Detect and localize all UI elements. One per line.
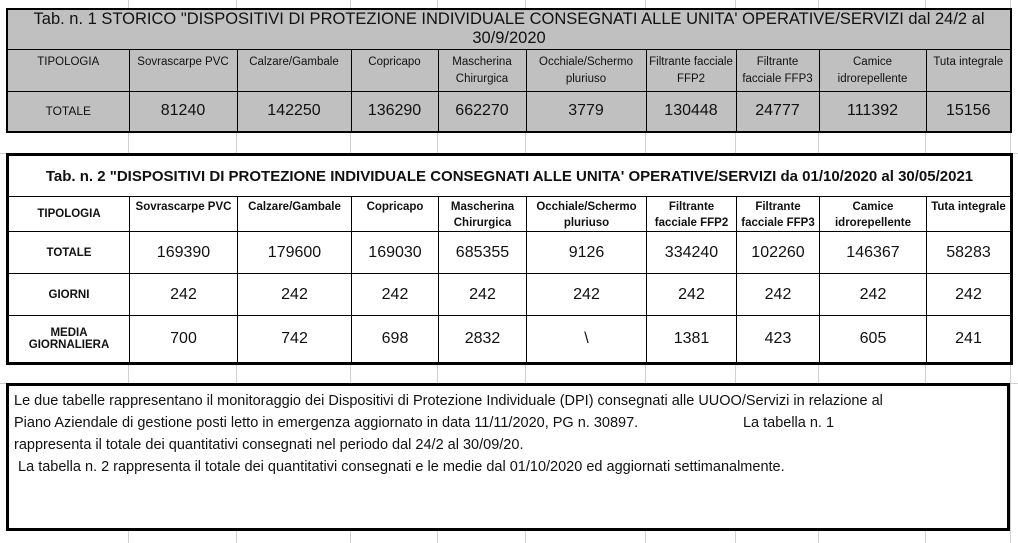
header-cell[interactable]: Calzare/Gambale (238, 197, 352, 232)
table-2-dpi (6, 153, 1013, 365)
table-row (8, 274, 1012, 316)
header-cell[interactable]: Occhiale/Schermo pluriuso (527, 197, 647, 232)
value-cell[interactable]: 102260 (737, 232, 820, 274)
table-row (7, 91, 1011, 132)
value-cell[interactable]: 146367 (820, 232, 927, 274)
table-row (8, 232, 1012, 274)
value-cell[interactable]: 242 (737, 274, 820, 316)
value-cell[interactable]: 2832 (439, 316, 527, 364)
note-line: Piano Aziendale di gestione posti letto in emergenza aggiornato in data 11/11/2020, PG n. 30897. La tabella n. 1 (14, 415, 835, 431)
header-cell[interactable]: Mascherina Chirurgica (438, 49, 526, 91)
header-cell[interactable]: Filtrante facciale FFP3 (737, 197, 820, 232)
note-line: Le due tabelle rappresentano il monitoraggio dei Dispositivi di Protezione Individuale (DPI) consegnati alle UUOO/Servizi in relazione al (14, 393, 883, 409)
header-cell[interactable]: TIPOLOGIA (7, 49, 129, 91)
value-cell[interactable]: 742 (238, 316, 352, 364)
table-2-title[interactable]: Tab. n. 2 "DISPOSITIVI DI PROTEZIONE INDIVIDUALE CONSEGNATI ALLE UNITA' OPERATIVE/SERVIZI da 01/10/2020 al 30/05/2021 (8, 155, 1012, 197)
value-cell[interactable]: 423 (737, 316, 820, 364)
row-label[interactable]: TOTALE (7, 91, 129, 132)
value-cell[interactable]: 334240 (647, 232, 737, 274)
value-cell[interactable]: 24777 (736, 91, 819, 132)
table-2-header-row (8, 197, 1012, 232)
header-cell[interactable]: Camice idrorepellente (819, 49, 926, 91)
value-cell[interactable]: 242 (439, 274, 527, 316)
header-cell[interactable]: Copricapo (351, 49, 438, 91)
value-cell[interactable]: 1381 (647, 316, 737, 364)
header-cell[interactable]: Filtrante facciale FFP3 (736, 49, 819, 91)
value-cell[interactable]: 142250 (237, 91, 351, 132)
value-cell[interactable]: 130448 (646, 91, 736, 132)
value-cell[interactable]: \ (527, 316, 647, 364)
header-cell[interactable]: Copricapo (352, 197, 439, 232)
header-cell[interactable]: Calzare/Gambale (237, 49, 351, 91)
header-cell[interactable]: Occhiale/Schermo pluriuso (526, 49, 646, 91)
value-cell[interactable]: 242 (527, 274, 647, 316)
value-cell[interactable]: 58283 (927, 232, 1012, 274)
header-cell[interactable]: Tuta integrale (926, 49, 1011, 91)
header-cell[interactable]: Filtrante facciale FFP2 (646, 49, 736, 91)
value-cell[interactable]: 15156 (926, 91, 1011, 132)
header-cell[interactable]: Tuta integrale (927, 197, 1012, 232)
value-cell[interactable]: 685355 (439, 232, 527, 274)
value-cell[interactable]: 698 (352, 316, 439, 364)
table-1-title[interactable]: Tab. n. 1 STORICO "DISPOSITIVI DI PROTEZIONE INDIVIDUALE CONSEGNATI ALLE UNITA' OPERATIVE/SERVIZI dal 24/2 al 30/9/2020 (7, 9, 1011, 49)
value-cell[interactable]: 9126 (527, 232, 647, 274)
value-cell[interactable]: 111392 (819, 91, 926, 132)
table-1-header-row (7, 49, 1011, 91)
value-cell[interactable]: 169030 (352, 232, 439, 274)
value-cell[interactable]: 136290 (351, 91, 438, 132)
value-cell[interactable]: 242 (927, 274, 1012, 316)
value-cell[interactable]: 169390 (130, 232, 238, 274)
value-cell[interactable]: 242 (820, 274, 927, 316)
value-cell[interactable]: 605 (820, 316, 927, 364)
header-cell[interactable]: Sovrascarpe PVC (129, 49, 237, 91)
table-1-storico (6, 8, 1012, 133)
header-cell[interactable]: Mascherina Chirurgica (439, 197, 527, 232)
row-label[interactable]: GIORNI (8, 274, 130, 316)
value-cell[interactable]: 242 (647, 274, 737, 316)
header-cell[interactable]: TIPOLOGIA (8, 197, 130, 232)
value-cell[interactable]: 242 (352, 274, 439, 316)
value-cell[interactable]: 242 (130, 274, 238, 316)
header-cell[interactable]: Sovrascarpe PVC (130, 197, 238, 232)
note-textbox[interactable] (6, 383, 1010, 531)
value-cell[interactable]: 662270 (438, 91, 526, 132)
row-label[interactable]: TOTALE (8, 232, 130, 274)
value-cell[interactable]: 3779 (526, 91, 646, 132)
value-cell[interactable]: 241 (927, 316, 1012, 364)
note-line: La tabella n. 2 rappresenta il totale dei quantitativi consegnati e le medie dal 01/10/2020 ed aggiornati settimanalmente. (14, 459, 785, 475)
table-row (8, 316, 1012, 364)
value-cell[interactable]: 179600 (238, 232, 352, 274)
value-cell[interactable]: 242 (238, 274, 352, 316)
value-cell[interactable]: 81240 (129, 91, 237, 132)
header-cell[interactable]: Filtrante facciale FFP2 (647, 197, 737, 232)
value-cell[interactable]: 700 (130, 316, 238, 364)
header-cell[interactable]: Camice idrorepellente (820, 197, 927, 232)
row-label[interactable]: MEDIA GIORNALIERA (8, 316, 130, 364)
note-line: rappresenta il totale dei quantitativi consegnati nel periodo dal 24/2 al 30/09/20. (14, 437, 524, 453)
